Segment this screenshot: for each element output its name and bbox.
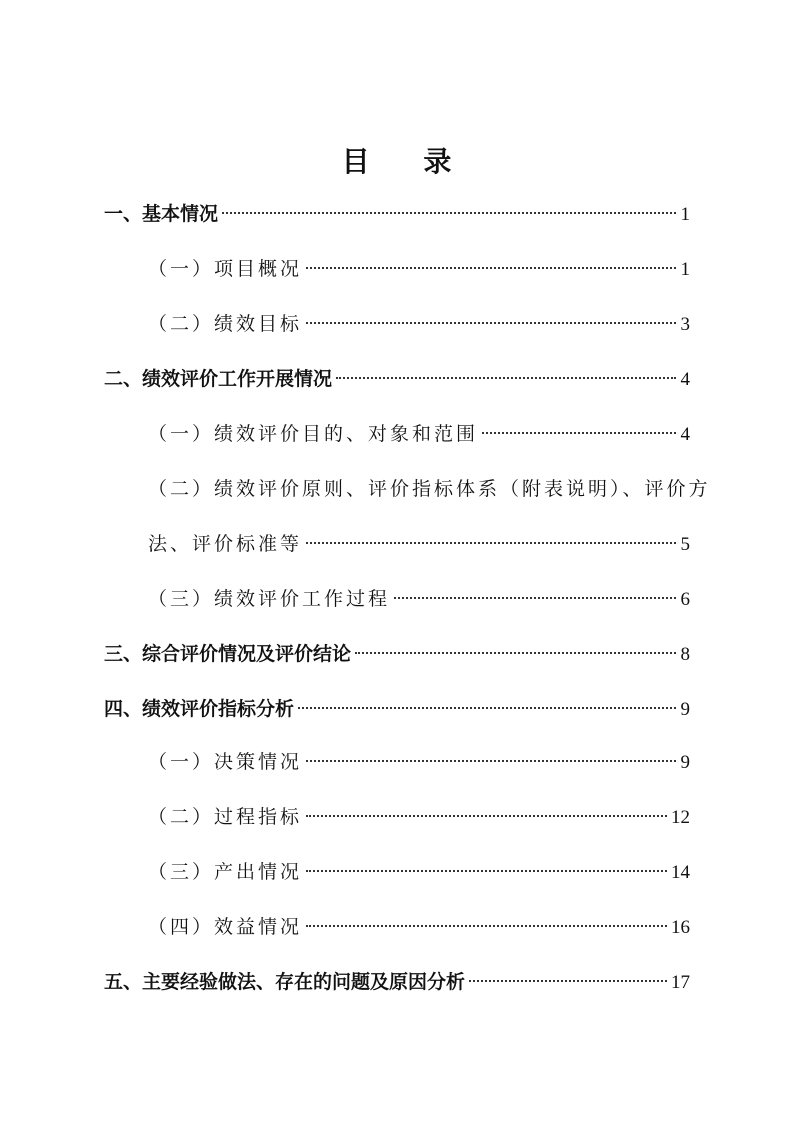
toc-entry[interactable] — [148, 308, 690, 340]
toc-page-number: 4 — [680, 369, 690, 390]
dot-leader — [355, 652, 676, 654]
toc-entry-title: 五、主要经验做法、存在的问题及原因分析 — [104, 971, 466, 993]
toc-page-number: 16 — [671, 917, 690, 938]
toc-entry-title: （一）项目概况 — [148, 258, 303, 280]
dot-leader — [222, 212, 676, 214]
toc-entry[interactable] — [104, 363, 690, 395]
toc-entry-title: （二）绩效目标 — [148, 313, 303, 335]
toc-entry-title: 一、基本情况 — [104, 203, 219, 225]
dot-leader — [482, 432, 676, 434]
toc-entry[interactable] — [148, 801, 690, 833]
toc-entry[interactable] — [148, 746, 690, 778]
toc-entry-title: （一）决策情况 — [148, 751, 303, 773]
page-title: 目 录 — [341, 145, 474, 178]
toc-page-number: 8 — [680, 644, 690, 665]
dot-leader — [306, 760, 676, 762]
toc-entry[interactable] — [104, 966, 690, 998]
toc-entry-title: （一）绩效评价目的、对象和范围 — [148, 423, 479, 445]
toc-page-number: 3 — [680, 314, 690, 335]
toc-page-number: 1 — [680, 204, 690, 225]
toc-entry-title: （四）效益情况 — [148, 916, 303, 938]
toc-entry-title: 法、评价标准等 — [148, 533, 303, 555]
dot-leader — [306, 925, 667, 927]
toc-page-number: 14 — [671, 862, 690, 883]
toc-entry-title: （三）绩效评价工作过程 — [148, 588, 391, 610]
toc-page-number: 5 — [680, 534, 690, 555]
dot-leader — [306, 870, 667, 872]
toc-entry[interactable] — [104, 693, 690, 725]
toc-entry[interactable] — [148, 418, 690, 450]
toc-entry-title: 四、绩效评价指标分析 — [104, 698, 295, 720]
toc-entry[interactable] — [148, 583, 690, 615]
toc-entry-title: 二、绩效评价工作开展情况 — [104, 368, 333, 390]
toc-entry-title: （二）过程指标 — [148, 806, 303, 828]
toc-entry[interactable] — [148, 253, 690, 285]
toc-page-number: 17 — [671, 972, 690, 993]
toc-page-number: 6 — [680, 589, 690, 610]
dot-leader — [336, 377, 676, 379]
toc-entry-title-line1[interactable]: （二）绩效评价原则、评价指标体系（附表说明）、评价方 — [148, 478, 711, 500]
dot-leader — [298, 707, 676, 709]
toc-entry-title: 三、综合评价情况及评价结论 — [104, 643, 352, 665]
toc-entry[interactable] — [148, 528, 690, 560]
dot-leader — [306, 542, 676, 544]
dot-leader — [306, 322, 676, 324]
toc-entry-title: （三）产出情况 — [148, 861, 303, 883]
toc-entry[interactable] — [148, 856, 690, 888]
toc-page-number: 9 — [680, 752, 690, 773]
toc-entry[interactable] — [104, 638, 690, 670]
toc-page-number: 1 — [680, 259, 690, 280]
toc-entry[interactable] — [148, 911, 690, 943]
toc-page-number: 9 — [680, 699, 690, 720]
dot-leader — [306, 815, 667, 817]
dot-leader — [469, 980, 667, 982]
toc-page-number: 4 — [680, 424, 690, 445]
toc-page-number: 12 — [671, 807, 690, 828]
dot-leader — [394, 597, 676, 599]
dot-leader — [306, 267, 676, 269]
toc-entry[interactable] — [104, 198, 690, 230]
